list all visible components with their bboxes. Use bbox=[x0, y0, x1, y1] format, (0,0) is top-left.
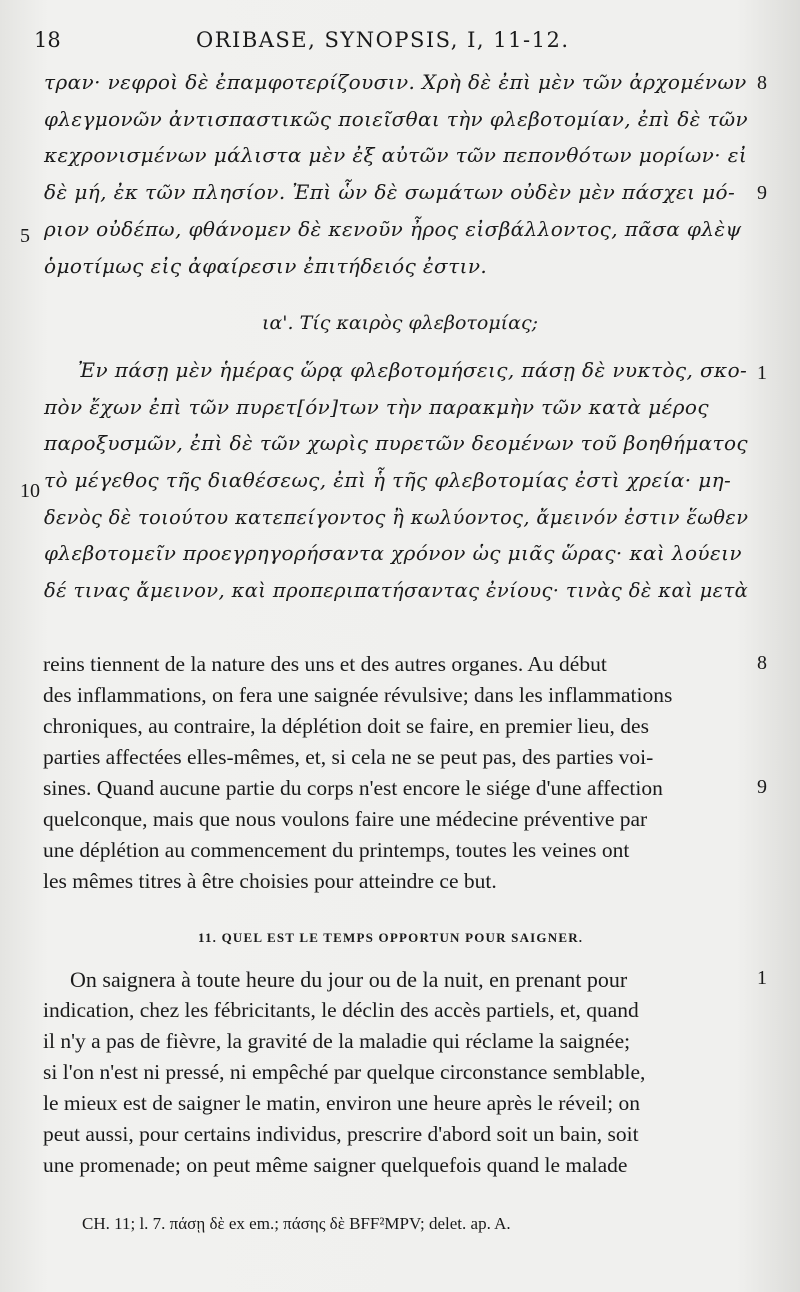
greek-line: παροξυσμῶν, ἐπὶ δὲ τῶν χωρὶς πυρετῶν δεομένων τοῦ βοηθήματος bbox=[44, 431, 748, 455]
french-line: quelconque, mais que nous voulons faire une médecine préventive par bbox=[43, 807, 648, 831]
french-line: il n'y a pas de fièvre, la gravité de la maladie qui réclame la saignée; bbox=[43, 1029, 631, 1053]
greek-line: ὁμοτίμως εἰς ἀφαίρεσιν ἐπιτήδειός ἐστιν. bbox=[44, 254, 488, 278]
french-line: les mêmes titres à être choisies pour atteindre ce but. bbox=[43, 869, 497, 893]
french-line: peut aussi, pour certains individus, prescrire d'abord soit un bain, soit bbox=[43, 1122, 639, 1146]
section-number: 9 bbox=[757, 182, 767, 204]
greek-line: Ἐν πάσῃ μὲν ἡμέρας ὥρᾳ φλεβοτομήσεις, πάσῃ δὲ νυκτὸς, σκο- bbox=[78, 358, 748, 382]
section-number: 9 bbox=[757, 776, 767, 798]
greek-line: τραν· νεφροὶ δὲ ἐπαμφοτερίζουσιν. Χρὴ δὲ ἐπὶ μὲν τῶν ἀρχομένων bbox=[44, 70, 747, 94]
french-line: le mieux est de saigner le matin, environ une heure après le réveil; on bbox=[43, 1091, 641, 1115]
greek-line: φλεγμονῶν ἀντισπαστικῶς ποιεῖσθαι τὴν φλεβοτομίαν, ἐπὶ δὲ τῶν bbox=[44, 107, 749, 131]
french-line: sines. Quand aucune partie du corps n'est encore le siége d'une affection bbox=[43, 776, 663, 800]
page-header bbox=[0, 28, 800, 62]
french-line: des inflammations, on fera une saignée révulsive; dans les inflammations bbox=[43, 683, 673, 707]
greek-line: δὲ μή, ἐκ τῶν πλησίον. Ἐπὶ ὧν δὲ σωμάτων οὐδὲν μὲν πάσχει μό- bbox=[44, 180, 736, 204]
greek-line: δενὸς δὲ τοιούτου κατεπείγοντος ἢ κωλύοντος, ἄμεινόν ἐστιν ἕωθεν bbox=[44, 505, 749, 529]
french-line: indication, chez les fébricitants, le déclin des accès partiels, et, quand bbox=[43, 998, 639, 1022]
french-line: parties affectées elles-mêmes, et, si cela ne se peut pas, des parties voi- bbox=[43, 745, 654, 769]
french-line: si l'on n'est ni pressé, ni empêché par quelque circonstance semblable, bbox=[43, 1060, 646, 1084]
section-number: 8 bbox=[757, 72, 767, 94]
greek-line: δέ τινας ἄμεινον, καὶ προπεριπατήσαντας ἐνίους· τινὰς δὲ καὶ μετὰ bbox=[44, 578, 749, 602]
footnote: CH. 11; l. 7. πάσῃ δὲ ex em.; πάσης δὲ BFF²MPV; delet. ap. A. bbox=[82, 1214, 511, 1233]
french-line: une déplétion au commencement du printemps, toutes les veines ont bbox=[43, 838, 630, 862]
line-number: 10 bbox=[20, 480, 40, 502]
section-number: 8 bbox=[757, 652, 767, 674]
french-line: chroniques, au contraire, la déplétion doit se faire, en premier lieu, des bbox=[43, 714, 649, 738]
section-number: 1 bbox=[757, 967, 767, 989]
section-number: 1 bbox=[757, 362, 767, 384]
page-number: 18 bbox=[34, 28, 61, 52]
line-number: 5 bbox=[20, 225, 30, 247]
french-line: reins tiennent de la nature des uns et des autres organes. Au début bbox=[43, 652, 607, 676]
greek-line: ριον οὐδέπω, φθάνομεν δὲ κενοῦν ἦρος εἰσβάλλοντος, πᾶσα φλὲψ bbox=[44, 217, 742, 241]
greek-line: τὸ μέγεθος τῆς διαθέσεως, ἐπὶ ἧ τῆς φλεβοτομίας ἐστὶ χρεία· μη- bbox=[44, 468, 732, 492]
greek-line: κεχρονισμένων μάλιστα μὲν ἐξ αὐτῶν τῶν πεπονθότων μορίων· εἰ bbox=[44, 143, 748, 167]
greek-line: πὸν ἔχων ἐπὶ τῶν πυρετ[όν]των τὴν παρακμὴν τῶν κατὰ μέρος bbox=[44, 395, 709, 419]
greek-section-heading: ια'. Τίς καιρὸς φλεβοτομίας; bbox=[262, 312, 539, 334]
running-title: ORIBASE, SYNOPSIS, I, 11-12. bbox=[196, 28, 570, 52]
french-line: On saignera à toute heure du jour ou de la nuit, en prenant pour bbox=[70, 967, 628, 992]
french-line: une promenade; on peut même saigner quelquefois quand le malade bbox=[43, 1153, 628, 1177]
french-section-heading: 11. QUEL EST LE TEMPS OPPORTUN POUR SAIGNER. bbox=[198, 930, 584, 945]
greek-line: φλεβοτομεῖν προεγρηγορήσαντα χρόνον ὡς μιᾶς ὥρας· καὶ λούειν bbox=[44, 541, 742, 565]
